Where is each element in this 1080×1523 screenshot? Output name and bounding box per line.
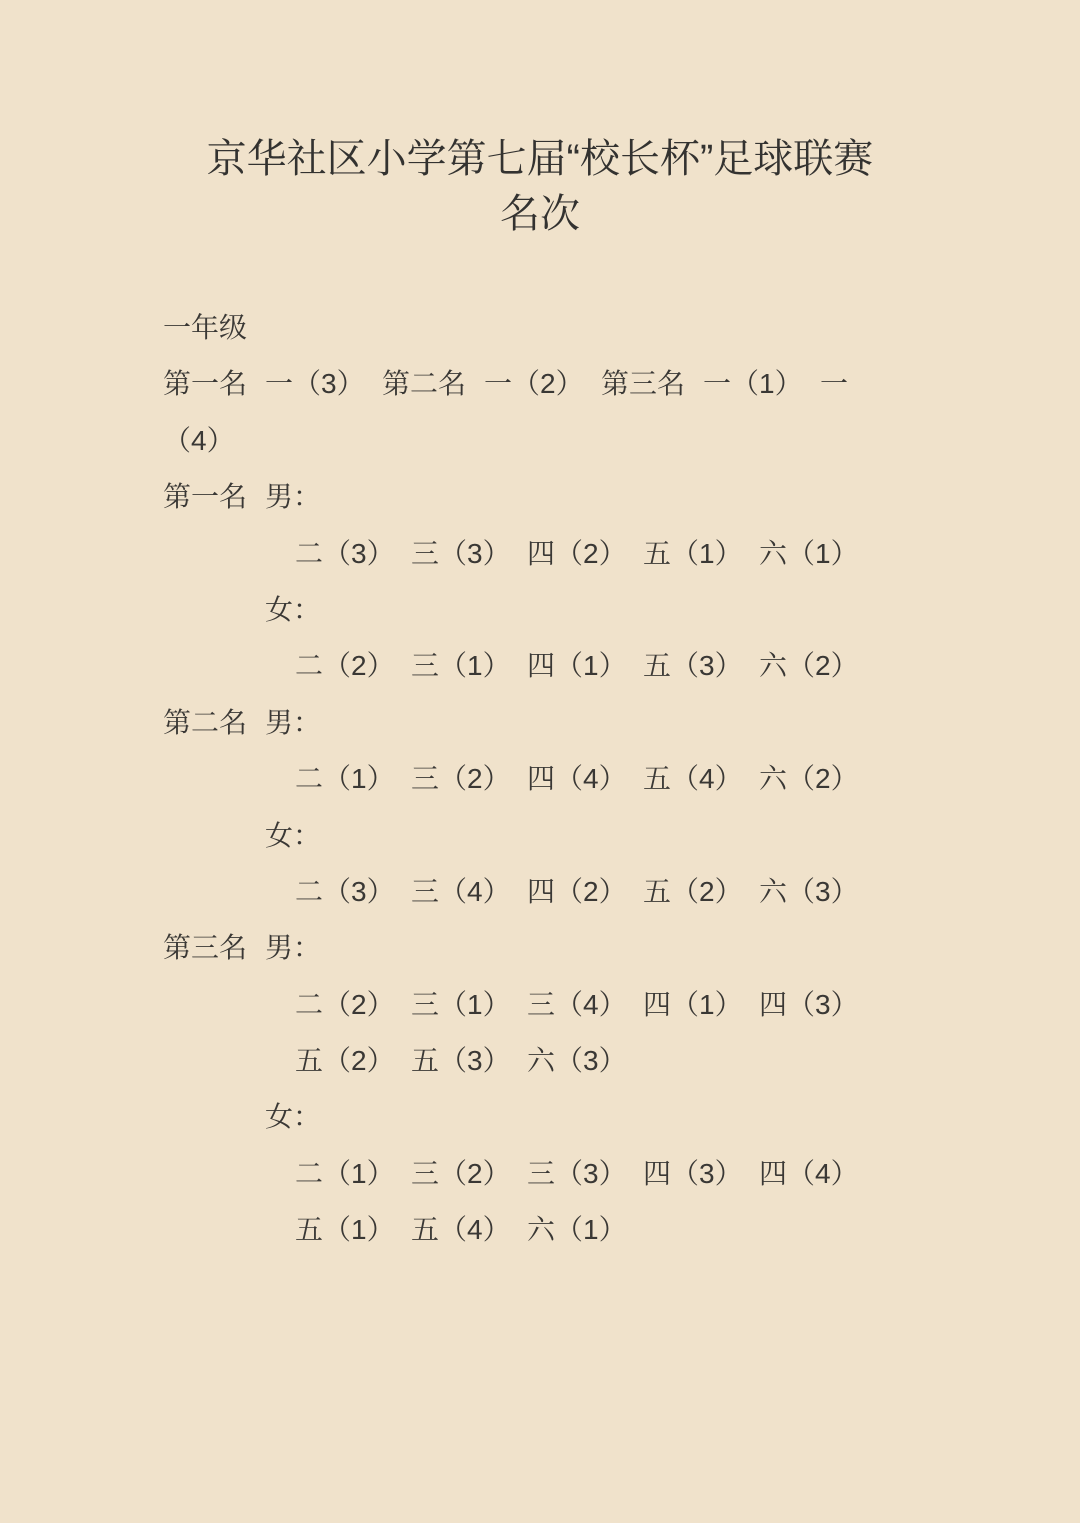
grade-one-placements — [163, 356, 1023, 412]
class-entry: 二（1） — [295, 763, 395, 795]
class-entry: 五（3） — [643, 650, 743, 682]
class-entry: 五（1） — [295, 1214, 395, 1246]
placement-rank: 第一名 — [163, 368, 248, 400]
class-entry: 四（3） — [759, 988, 859, 1020]
rank-2-label: 第二名 — [163, 706, 248, 738]
girls-label: 女： — [265, 593, 322, 625]
document-title — [0, 132, 1080, 242]
rank-3-girls-row-1 — [163, 1146, 1023, 1202]
class-entry: 二（3） — [295, 537, 395, 569]
girls-label: 女： — [265, 819, 322, 851]
rank-2-boys-heading — [163, 695, 1023, 751]
title-line-2: 名次 — [500, 192, 580, 236]
class-entry: 五（3） — [411, 1045, 511, 1077]
rank-2-girls-row — [163, 864, 1023, 920]
class-entry: 三（4） — [527, 988, 627, 1020]
girls-label: 女： — [265, 1101, 322, 1133]
placement-class: 一（2） — [484, 368, 584, 400]
class-entry: 三（2） — [411, 1157, 511, 1189]
placement-rank: 第三名 — [601, 368, 686, 400]
boys-label: 男： — [265, 481, 322, 513]
class-entry: 四（2） — [527, 875, 627, 907]
rank-3-boys-row-1 — [163, 977, 1023, 1033]
rank-3-label: 第三名 — [163, 932, 248, 964]
class-entry: 五（4） — [411, 1214, 511, 1246]
boys-label: 男： — [265, 932, 322, 964]
rank-3-girls-row-2 — [163, 1202, 1023, 1258]
class-entry: 四（1） — [643, 988, 743, 1020]
rank-1-girls-heading — [163, 582, 1023, 638]
class-entry: 二（3） — [295, 875, 395, 907]
rank-3-boys-row-2 — [163, 1033, 1023, 1089]
rank-2-girls-heading — [163, 808, 1023, 864]
placement-class-partial: 一 — [820, 368, 849, 400]
class-entry: 四（1） — [527, 650, 627, 682]
class-entry: 三（3） — [527, 1157, 627, 1189]
class-entry: 三（3） — [411, 537, 511, 569]
results-list — [163, 300, 1023, 1259]
grade-one-placements-wrap — [163, 413, 1023, 469]
class-entry: 六（1） — [527, 1214, 627, 1246]
rank-1-girls-row — [163, 638, 1023, 694]
class-entry: 五（2） — [295, 1045, 395, 1077]
placement-rank: 第二名 — [382, 368, 467, 400]
class-entry: 二（2） — [295, 988, 395, 1020]
class-entry: 六（2） — [759, 650, 859, 682]
class-entry: 三（4） — [411, 875, 511, 907]
placement-class-partial-end: （4） — [163, 424, 235, 456]
title-line-1: 京华社区小学第七届“校长杯”足球联赛 — [206, 137, 874, 181]
class-entry: 五（4） — [643, 763, 743, 795]
class-entry: 二（1） — [295, 1157, 395, 1189]
placement-class: 一（1） — [703, 368, 803, 400]
class-entry: 四（4） — [759, 1157, 859, 1189]
class-entry: 四（2） — [527, 537, 627, 569]
boys-label: 男： — [265, 706, 322, 738]
class-entry: 五（1） — [643, 537, 743, 569]
placement-class: 一（3） — [265, 368, 365, 400]
rank-1-boys-row — [163, 526, 1023, 582]
rank-3-girls-heading — [163, 1089, 1023, 1145]
rank-2-boys-row — [163, 751, 1023, 807]
class-entry: 四（4） — [527, 763, 627, 795]
class-entry: 三（1） — [411, 988, 511, 1020]
class-entry: 六（1） — [759, 537, 859, 569]
class-entry: 三（1） — [411, 650, 511, 682]
class-entry: 六（3） — [527, 1045, 627, 1077]
class-entry: 四（3） — [643, 1157, 743, 1189]
grade-heading: 一年级 — [163, 312, 248, 343]
class-entry: 五（2） — [643, 875, 743, 907]
class-entry: 六（3） — [759, 875, 859, 907]
class-entry: 六（2） — [759, 763, 859, 795]
rank-1-label: 第一名 — [163, 481, 248, 513]
class-entry: 二（2） — [295, 650, 395, 682]
rank-1-boys-heading — [163, 469, 1023, 525]
class-entry: 三（2） — [411, 763, 511, 795]
rank-3-boys-heading — [163, 920, 1023, 976]
